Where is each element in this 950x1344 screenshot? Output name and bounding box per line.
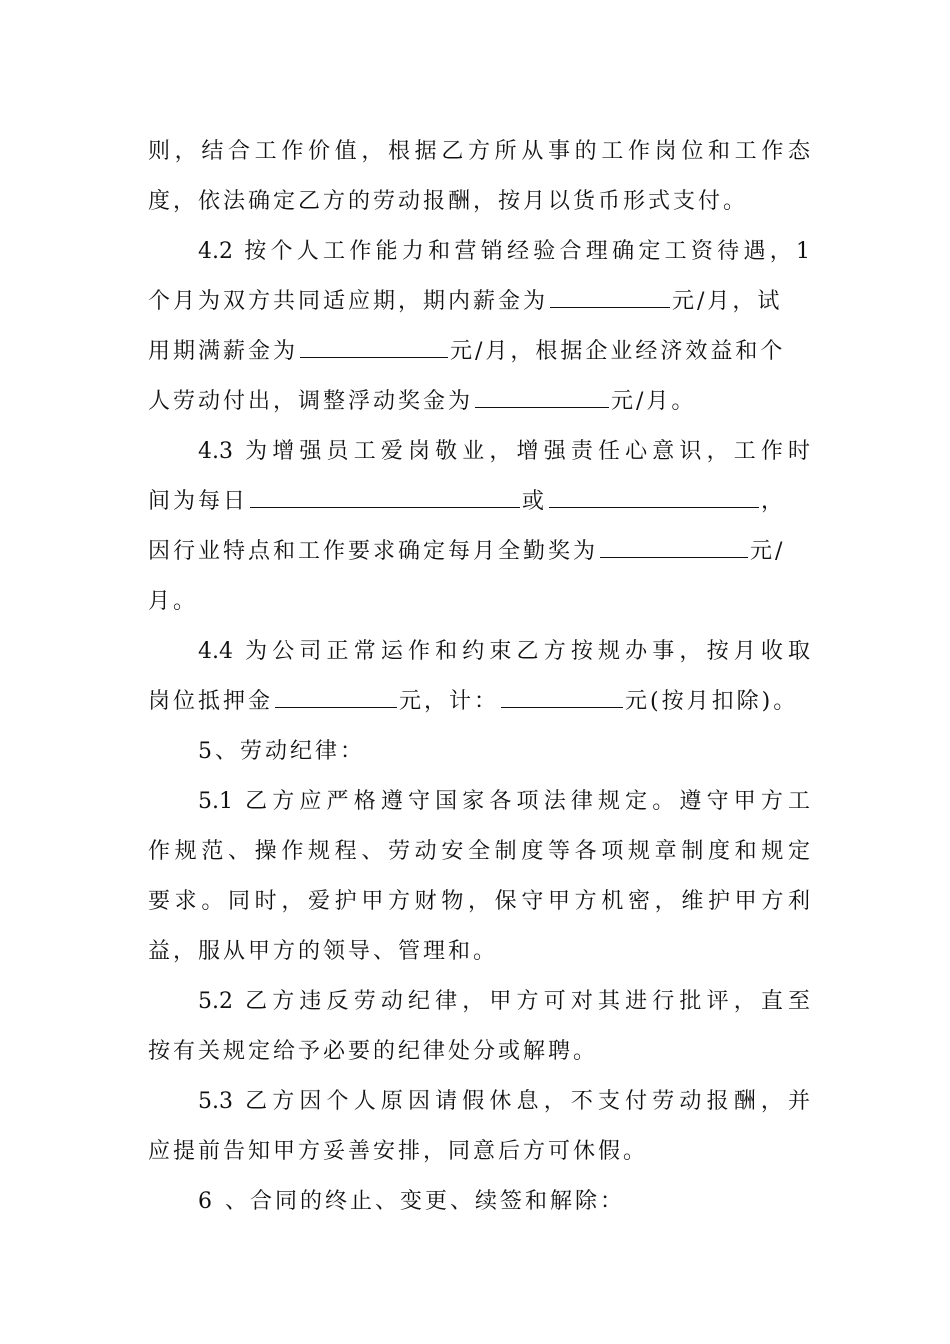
clause-4-3-line: 4.3 为增强员工爱岗敬业，增强责任心意识，工作时 — [198, 439, 810, 464]
fill-blank[interactable] — [501, 685, 623, 708]
text-segment: 元，计： — [399, 689, 500, 714]
text-segment: 间为每日 — [148, 489, 249, 514]
text-segment: 元/ — [750, 539, 786, 564]
fill-blank[interactable] — [300, 335, 448, 358]
fill-blank[interactable] — [275, 685, 397, 708]
clause-4-3-line — [148, 484, 810, 520]
clause-4-3-line: 月。 — [148, 589, 199, 614]
fill-blank[interactable] — [250, 485, 520, 508]
clause-4-4-line: 4.4 为公司正常运作和约束乙方按规办事，按月收取 — [198, 639, 810, 664]
text-segment: 因行业特点和工作要求确定每月全勤奖为 — [148, 539, 599, 564]
paragraph-line: 则，结合工作价值，根据乙方所从事的工作岗位和工作态 — [148, 139, 810, 164]
clause-4-2-line — [148, 384, 810, 420]
clause-5-1-line: 5.1 乙方应严格遵守国家各项法律规定。遵守甲方工 — [198, 789, 810, 814]
section-6-heading: 6 、合同的终止、变更、续签和解除： — [198, 1189, 625, 1214]
clause-5-1-line: 作规范、操作规程、劳动安全制度等各项规章制度和规定 — [148, 839, 810, 864]
clause-5-3-line: 应提前告知甲方妥善安排，同意后方可休假。 — [148, 1139, 649, 1164]
clause-5-2-line: 5.2 乙方违反劳动纪律，甲方可对其进行批评，直至 — [198, 989, 810, 1014]
section-5-heading: 5、劳动纪律： — [198, 739, 365, 764]
clause-4-2-line: 4.2 按个人工作能力和营销经验合理确定工资待遇，1 — [198, 239, 810, 264]
clause-4-2-line — [148, 334, 810, 370]
clause-4-2-line — [148, 284, 810, 320]
clause-5-2-line: 按有关规定给予必要的纪律处分或解聘。 — [148, 1039, 599, 1064]
fill-blank[interactable] — [549, 485, 759, 508]
text-segment: ， — [761, 489, 787, 514]
fill-blank[interactable] — [550, 285, 670, 308]
clause-5-3-line: 5.3 乙方因个人原因请假休息，不支付劳动报酬，并 — [198, 1089, 810, 1114]
clause-4-4-line — [148, 684, 810, 720]
fill-blank[interactable] — [475, 385, 609, 408]
text-segment: 或 — [522, 489, 548, 514]
paragraph-line: 度，依法确定乙方的劳动报酬，按月以货币形式支付。 — [148, 189, 749, 214]
text-segment: 元/月，试 — [672, 289, 783, 314]
clause-5-1-line: 益，服从甲方的领导、管理和。 — [148, 939, 499, 964]
text-segment: 用期满薪金为 — [148, 339, 299, 364]
fill-blank[interactable] — [600, 535, 748, 558]
clause-5-1-line: 要求。同时，爱护甲方财物，保守甲方机密，维护甲方利 — [148, 889, 810, 914]
text-segment: 元(按月扣除)。 — [625, 689, 799, 714]
text-segment: 人劳动付出，调整浮动奖金为 — [148, 389, 474, 414]
text-segment: 个月为双方共同适应期，期内薪金为 — [148, 289, 549, 314]
text-segment: 元/月。 — [611, 389, 697, 414]
text-segment: 元/月，根据企业经济效益和个 — [450, 339, 786, 364]
text-segment: 岗位抵押金 — [148, 689, 274, 714]
clause-4-3-line — [148, 534, 810, 570]
